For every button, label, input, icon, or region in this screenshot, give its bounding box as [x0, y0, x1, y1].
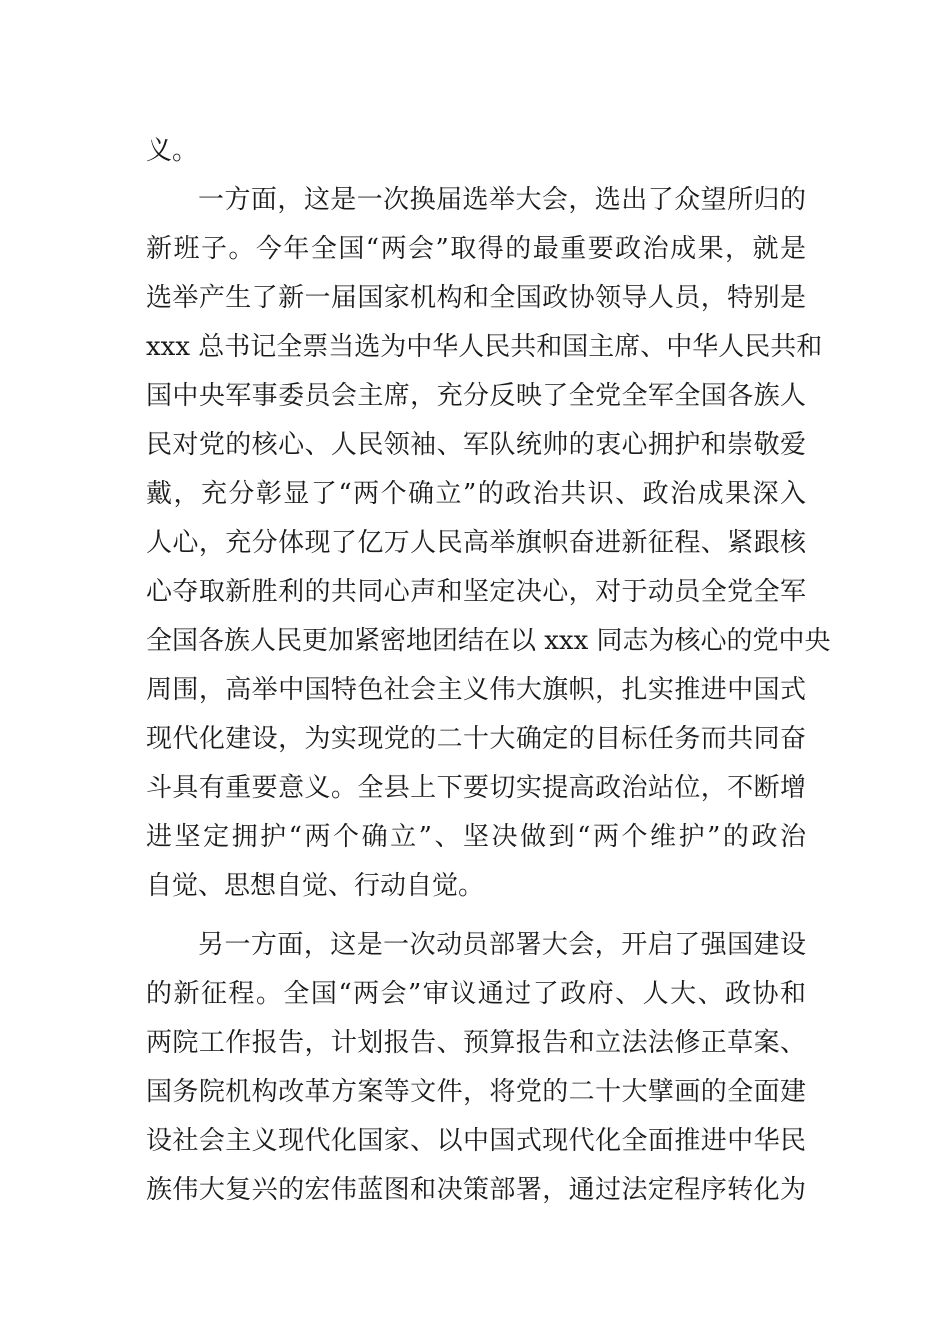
paragraph-start-line: 另一方面，这是一次动员部署大会，开启了强国建设 — [198, 930, 806, 960]
text-line: 斗具有重要意义。全县上下要切实提高政治站位，不断增 — [146, 773, 806, 803]
text-line: 全国各族人民更加紧密地团结在以 xxx 同志为核心的党中央 — [146, 626, 831, 656]
text-line: 国务院机构改革方案等文件，将党的二十大擘画的全面建 — [146, 1077, 806, 1107]
text-line: 两院工作报告，计划报告、预算报告和立法法修正草案、 — [146, 1028, 806, 1058]
text-line: 心夺取新胜利的共同心声和坚定决心，对于动员全党全军 — [146, 577, 806, 607]
text-line: 周围，高举中国特色社会主义伟大旗帜，扎实推进中国式 — [146, 675, 806, 705]
text-line: 民对党的核心、人民领袖、军队统帅的衷心拥护和崇敬爱 — [146, 430, 806, 460]
text-line: 新班子。今年全国“两会”取得的最重要政治成果，就是 — [146, 234, 806, 264]
text-line: 族伟大复兴的宏伟蓝图和决策部署，通过法定程序转化为 — [146, 1175, 806, 1205]
text-line: 戴，充分彰显了“两个确立”的政治共识、政治成果深入 — [146, 479, 806, 509]
paragraph-start-line: 一方面，这是一次换届选举大会，选出了众望所归的 — [198, 185, 806, 215]
text-line: 选举产生了新一届国家机构和全国政协领导人员，特别是 — [146, 283, 806, 313]
text-line: xxx 总书记全票当选为中华人民共和国主席、中华人民共和 — [146, 332, 823, 362]
text-line: 的新征程。全国“两会”审议通过了政府、人大、政协和 — [146, 979, 806, 1009]
text-line: 人心，充分体现了亿万人民高举旗帜奋进新征程、紧跟核 — [146, 528, 806, 558]
text-line: 进坚定拥护“两个确立”、坚决做到“两个维护”的政治 — [146, 822, 806, 852]
text-line: 现代化建设，为实现党的二十大确定的目标任务而共同奋 — [146, 724, 806, 754]
text-line: 设社会主义现代化国家、以中国式现代化全面推进中华民 — [146, 1126, 806, 1156]
text-line: 义。 — [146, 136, 199, 166]
text-line: 国中央军事委员会主席，充分反映了全党全军全国各族人 — [146, 381, 806, 411]
paragraph-end-line: 自觉、思想自觉、行动自觉。 — [146, 871, 485, 901]
